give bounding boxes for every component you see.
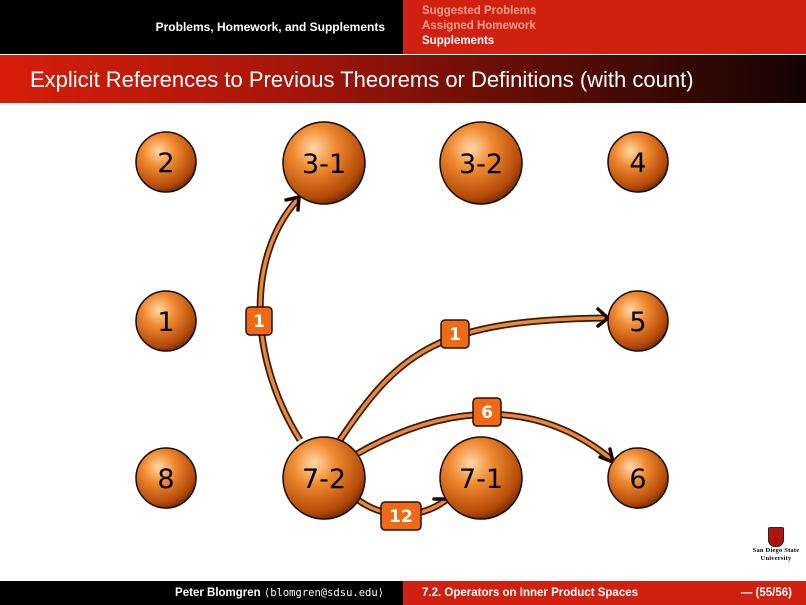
footer-section: 7.2. Operators on Inner Product Spaces [422, 587, 639, 599]
svg-text:7-1: 7-1 [458, 464, 504, 495]
slide-title: Explicit References to Previous Theorems or Definitions (with count) [30, 67, 694, 92]
footer-section-block [403, 581, 806, 605]
svg-text:1: 1 [449, 325, 461, 345]
footer-author-block [0, 581, 403, 605]
svg-text:4: 4 [629, 148, 647, 179]
svg-text:1: 1 [253, 312, 265, 332]
footer-page-number: — (55/56) [740, 587, 792, 599]
edge-count-label-7-2-to-5 [441, 320, 469, 348]
edge-count-label-7-2-to-7-1 [381, 502, 421, 530]
node-4 [608, 132, 668, 192]
svg-text:12: 12 [389, 507, 413, 527]
logo-line-2: University [760, 555, 792, 562]
nav-suggested-problems[interactable]: Suggested Problems [422, 5, 537, 17]
node-5 [608, 291, 668, 351]
svg-text:6: 6 [481, 403, 493, 423]
logo-line-1: San Diego State [752, 547, 800, 554]
svg-text:3-1: 3-1 [301, 149, 347, 180]
svg-text:1: 1 [157, 307, 175, 338]
footer-author: Peter Blomgren [175, 587, 261, 599]
svg-text:2: 2 [157, 148, 175, 179]
edge-count-label-7-2-to-3-1 [246, 307, 272, 335]
svg-text:6: 6 [629, 464, 647, 495]
section-title: Problems, Homework, and Supplements [0, 0, 403, 54]
nav-supplements[interactable]: Supplements [422, 35, 495, 47]
node-3-2 [440, 122, 522, 204]
svg-text:7-2: 7-2 [301, 464, 347, 495]
node-6 [608, 448, 668, 508]
footer-bar [0, 581, 806, 605]
node-7-1 [440, 437, 522, 519]
node-7-2 [283, 437, 365, 519]
university-logo [748, 527, 804, 567]
node-1 [136, 291, 196, 351]
node-3-1 [283, 122, 365, 204]
svg-text:8: 8 [157, 464, 175, 495]
node-2 [136, 132, 196, 192]
svg-text:3-2: 3-2 [458, 149, 504, 180]
svg-text:5: 5 [629, 307, 647, 338]
footer-email: ⟨blomgren@sdsu.edu⟩ [263, 587, 384, 599]
node-8 [136, 448, 196, 508]
edge-count-label-7-2-to-6 [473, 398, 501, 426]
nav-assigned-homework[interactable]: Assigned Homework [422, 20, 536, 32]
shield-icon [768, 527, 784, 547]
